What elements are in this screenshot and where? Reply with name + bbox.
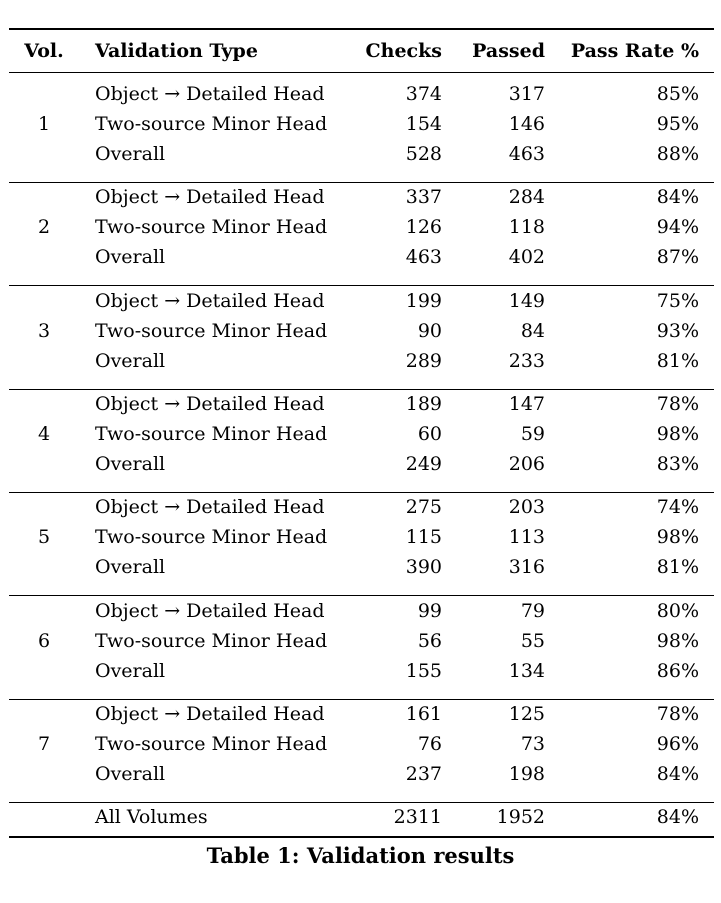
table-cell-passed: 316: [508, 556, 545, 579]
table-cell-passed: 146: [508, 113, 545, 135]
table-cell-type: Overall: [95, 762, 166, 785]
group-rule: [9, 182, 714, 183]
volume-number: 5: [37, 526, 51, 549]
table-cell-checks: 237: [405, 762, 442, 785]
table-cell-type: Two-source Minor Head: [95, 422, 328, 445]
volume-number: 4: [37, 422, 51, 445]
table-cell-passed: 147: [508, 392, 545, 415]
table-cell-type: Two-source Minor Head: [95, 732, 328, 755]
table-cell-passed: 118: [508, 216, 545, 239]
total-cell-type: All Volumes: [95, 806, 208, 828]
table-cell-passed: 73: [520, 732, 545, 755]
volume-number: 1: [37, 113, 51, 135]
top-rule: [9, 28, 714, 30]
table-cell-checks: 126: [405, 216, 442, 239]
group-rule: [9, 802, 714, 803]
table-cell-passed: 149: [508, 289, 545, 312]
table-cell-type: Two-source Minor Head: [95, 216, 328, 239]
table-cell-passed: 55: [520, 629, 545, 652]
table-cell-passed: 113: [508, 526, 545, 549]
table-caption: Table 1: Validation results: [206, 843, 515, 868]
table-cell-rate: 93%: [656, 319, 699, 342]
total-cell-checks: 2311: [393, 806, 442, 828]
table-cell-passed: 203: [508, 496, 545, 519]
table-cell-rate: 84%: [656, 762, 699, 785]
table-cell-rate: 74%: [656, 496, 699, 519]
table-cell-passed: 79: [520, 599, 545, 622]
table-cell-checks: 90: [417, 319, 442, 342]
table-cell-passed: 59: [520, 422, 545, 445]
header-passed: Passed: [472, 40, 545, 62]
table-cell-checks: 115: [405, 526, 442, 549]
table-cell-checks: 390: [405, 556, 442, 579]
header-validation-type: Validation Type: [95, 40, 258, 62]
group-rule: [9, 389, 714, 390]
table-cell-checks: 76: [417, 732, 442, 755]
table-cell-checks: 155: [405, 659, 442, 682]
table-cell-checks: 275: [405, 496, 442, 519]
table-cell-checks: 374: [405, 83, 442, 105]
table-cell-type: Overall: [95, 246, 166, 269]
table-cell-checks: 60: [417, 422, 442, 445]
table-cell-rate: 81%: [656, 349, 699, 372]
table-cell-type: Overall: [95, 452, 166, 475]
table-cell-checks: 463: [405, 246, 442, 269]
table-cell-checks: 56: [417, 629, 442, 652]
table-cell-rate: 80%: [656, 599, 699, 622]
table-cell-passed: 284: [508, 186, 545, 209]
group-rule: [9, 285, 714, 286]
group-rule: [9, 595, 714, 596]
table-cell-rate: 87%: [656, 246, 699, 269]
table-cell-checks: 249: [405, 452, 442, 475]
table-cell-rate: 85%: [656, 83, 699, 105]
table-cell-type: Overall: [95, 143, 166, 165]
table-cell-type: Object → Detailed Head: [95, 496, 325, 519]
table-cell-rate: 86%: [656, 659, 699, 682]
header-checks: Checks: [365, 40, 442, 62]
table-cell-passed: 198: [508, 762, 545, 785]
table-cell-rate: 81%: [656, 556, 699, 579]
table-cell-type: Object → Detailed Head: [95, 289, 325, 312]
table-cell-passed: 84: [520, 319, 545, 342]
table-cell-rate: 83%: [656, 452, 699, 475]
header-vol: Vol.: [24, 40, 64, 62]
volume-number: 7: [37, 732, 51, 755]
table-cell-type: Two-source Minor Head: [95, 629, 328, 652]
table-cell-passed: 134: [508, 659, 545, 682]
volume-number: 2: [37, 216, 51, 239]
table-cell-passed: 233: [508, 349, 545, 372]
table-cell-rate: 98%: [656, 629, 699, 652]
header-rule: [9, 72, 714, 73]
table-cell-rate: 78%: [656, 702, 699, 725]
table-cell-checks: 154: [405, 113, 442, 135]
table-cell-type: Two-source Minor Head: [95, 113, 328, 135]
table-cell-passed: 402: [508, 246, 545, 269]
table-cell-passed: 206: [508, 452, 545, 475]
table-cell-rate: 88%: [656, 143, 699, 165]
table-cell-type: Two-source Minor Head: [95, 319, 328, 342]
table-cell-rate: 95%: [656, 113, 699, 135]
bottom-rule: [9, 836, 714, 838]
table-cell-type: Object → Detailed Head: [95, 599, 325, 622]
table-cell-checks: 161: [405, 702, 442, 725]
table-cell-type: Object → Detailed Head: [95, 702, 325, 725]
table-cell-passed: 125: [508, 702, 545, 725]
volume-number: 3: [37, 319, 51, 342]
table-cell-type: Object → Detailed Head: [95, 392, 325, 415]
table-cell-rate: 98%: [656, 526, 699, 549]
table-cell-checks: 337: [405, 186, 442, 209]
total-cell-passed: 1952: [496, 806, 545, 828]
table-cell-rate: 84%: [656, 186, 699, 209]
table-cell-type: Overall: [95, 659, 166, 682]
table-cell-type: Object → Detailed Head: [95, 186, 325, 209]
table-cell-type: Two-source Minor Head: [95, 526, 328, 549]
table-cell-rate: 98%: [656, 422, 699, 445]
table-cell-passed: 463: [508, 143, 545, 165]
table-cell-checks: 199: [405, 289, 442, 312]
table-cell-type: Overall: [95, 349, 166, 372]
table-cell-passed: 317: [508, 83, 545, 105]
table-cell-checks: 99: [417, 599, 442, 622]
table-cell-checks: 528: [405, 143, 442, 165]
table-cell-rate: 94%: [656, 216, 699, 239]
total-cell-rate: 84%: [656, 806, 699, 828]
table-cell-checks: 289: [405, 349, 442, 372]
table-cell-type: Object → Detailed Head: [95, 83, 325, 105]
header-pass-rate: Pass Rate %: [570, 40, 699, 62]
group-rule: [9, 699, 714, 700]
volume-number: 6: [37, 629, 51, 652]
table-cell-rate: 96%: [656, 732, 699, 755]
group-rule: [9, 492, 714, 493]
table-cell-type: Overall: [95, 556, 166, 579]
table-cell-rate: 78%: [656, 392, 699, 415]
table-cell-checks: 189: [405, 392, 442, 415]
table-cell-rate: 75%: [656, 289, 699, 312]
